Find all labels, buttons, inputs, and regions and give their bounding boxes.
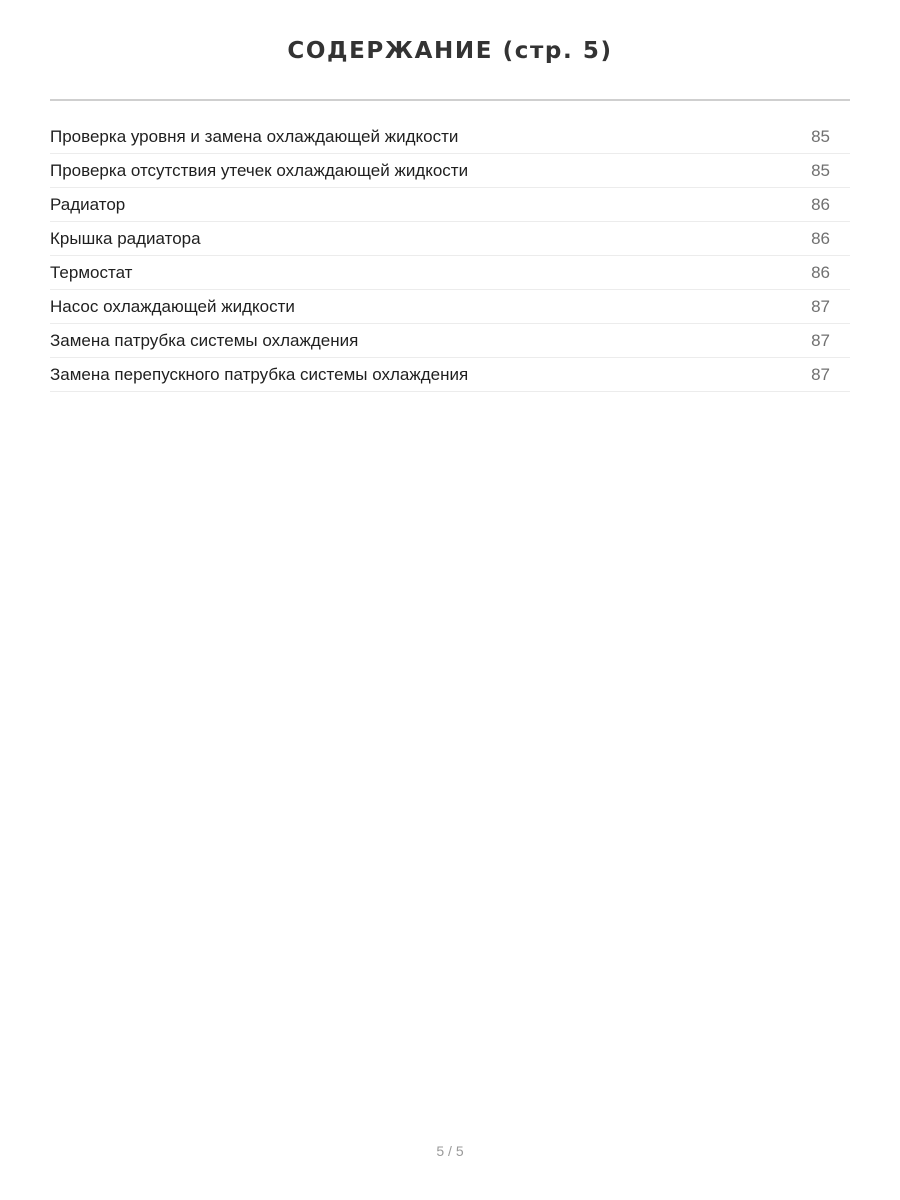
toc-entry-page-number: 87 (811, 365, 830, 384)
toc-entry[interactable] (50, 358, 850, 392)
toc-entry-page-number: 87 (811, 297, 830, 316)
toc-entry[interactable] (50, 256, 850, 290)
toc-entry-page-number: 87 (811, 331, 830, 350)
toc-entry-page-number: 85 (811, 161, 830, 180)
page-counter: 5 / 5 (436, 1143, 464, 1159)
toc-entry[interactable] (50, 120, 850, 154)
toc-entry-page-number: 86 (811, 195, 830, 214)
toc-entry-title: Радиатор (50, 195, 126, 214)
toc-entry-title: Крышка радиатора (50, 229, 201, 248)
toc-entry-page-number: 86 (811, 263, 830, 282)
toc-entry-title: Проверка отсутствия утечек охлаждающей жидкости (50, 161, 469, 180)
toc-entry[interactable] (50, 290, 850, 324)
toc-entry-page-number: 86 (811, 229, 830, 248)
toc-entry-title: Термостат (50, 263, 133, 282)
toc-entry[interactable] (50, 222, 850, 256)
toc-entry-title: Замена патрубка системы охлаждения (50, 331, 359, 350)
title-divider (50, 99, 850, 101)
toc-entry-title: Замена перепускного патрубка системы охлаждения (50, 365, 469, 384)
toc-entry-title: Насос охлаждающей жидкости (50, 297, 295, 316)
table-of-contents (50, 120, 850, 392)
toc-entry[interactable] (50, 188, 850, 222)
page-title: СОДЕРЖАНИЕ (стр. 5) (287, 38, 613, 64)
toc-entry-title: Проверка уровня и замена охлаждающей жидкости (50, 127, 459, 146)
toc-entry[interactable] (50, 324, 850, 358)
toc-entry[interactable] (50, 154, 850, 188)
toc-entry-page-number: 85 (811, 127, 830, 146)
